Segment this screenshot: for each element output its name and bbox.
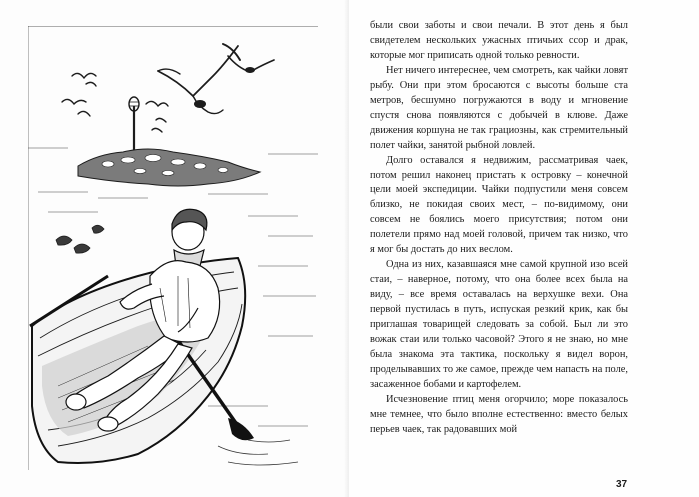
paragraph: были свои заботы и свои печали. В этот день я был свидетелем нескольких ужасных птичьих ссор и драк, которые мог приписать одной только ревности.: [370, 20, 628, 61]
page-number: 37: [616, 479, 628, 490]
paragraph: Одна из них, казавшаяся мне самой крупной изо всей стаи, – наверное, потому, что она более всех была на виду, – все время оставалась на верхушке вехи. Она первой пустилась в путь, испуская резкий крик, как бы приглашая товарищей следовать за собой. Был ли это вожак стаи или только часовой? Этого я не знаю, но мне была знакома эта тактика, поскольку я видел ворон, проделывавших то же самое, прежде чем напасть на поле, засаженное бобами и картофелем.: [370, 259, 628, 390]
paragraph: Исчезновение птиц меня огорчило; море показалось мне темнее, что было вполне естественно: вместо белых перьев чаек, так радовавших мой: [370, 393, 628, 435]
illustration-boy-in-rowboat: [28, 26, 318, 470]
paragraph: Долго оставался я недвижим, рассматривая чаек, потом решил наконец пристать к островку – конечной цели моей экспедиции. Чайки подпустили меня совсем близко, не покидая своих мест, – по-видимому, они совсем не боялись моего присутствия; потом они полетели прямо над моей головой, причем так низко, что я мог бы достать до них веслом.: [370, 154, 628, 256]
left-page: [0, 0, 349, 497]
text-column: [370, 19, 628, 438]
paragraph: Нет ничего интереснее, чем смотреть, как чайки ловят рыбу. Они при этом бросаются с высоты больше ста метров, бесшумно погружаются в воду и мгновение спустя снова появляются с добычей в клюве. Даже движения коршуна не так грациозны, как стремительный полет чайки, занятой рыбной ловлей.: [370, 64, 628, 151]
